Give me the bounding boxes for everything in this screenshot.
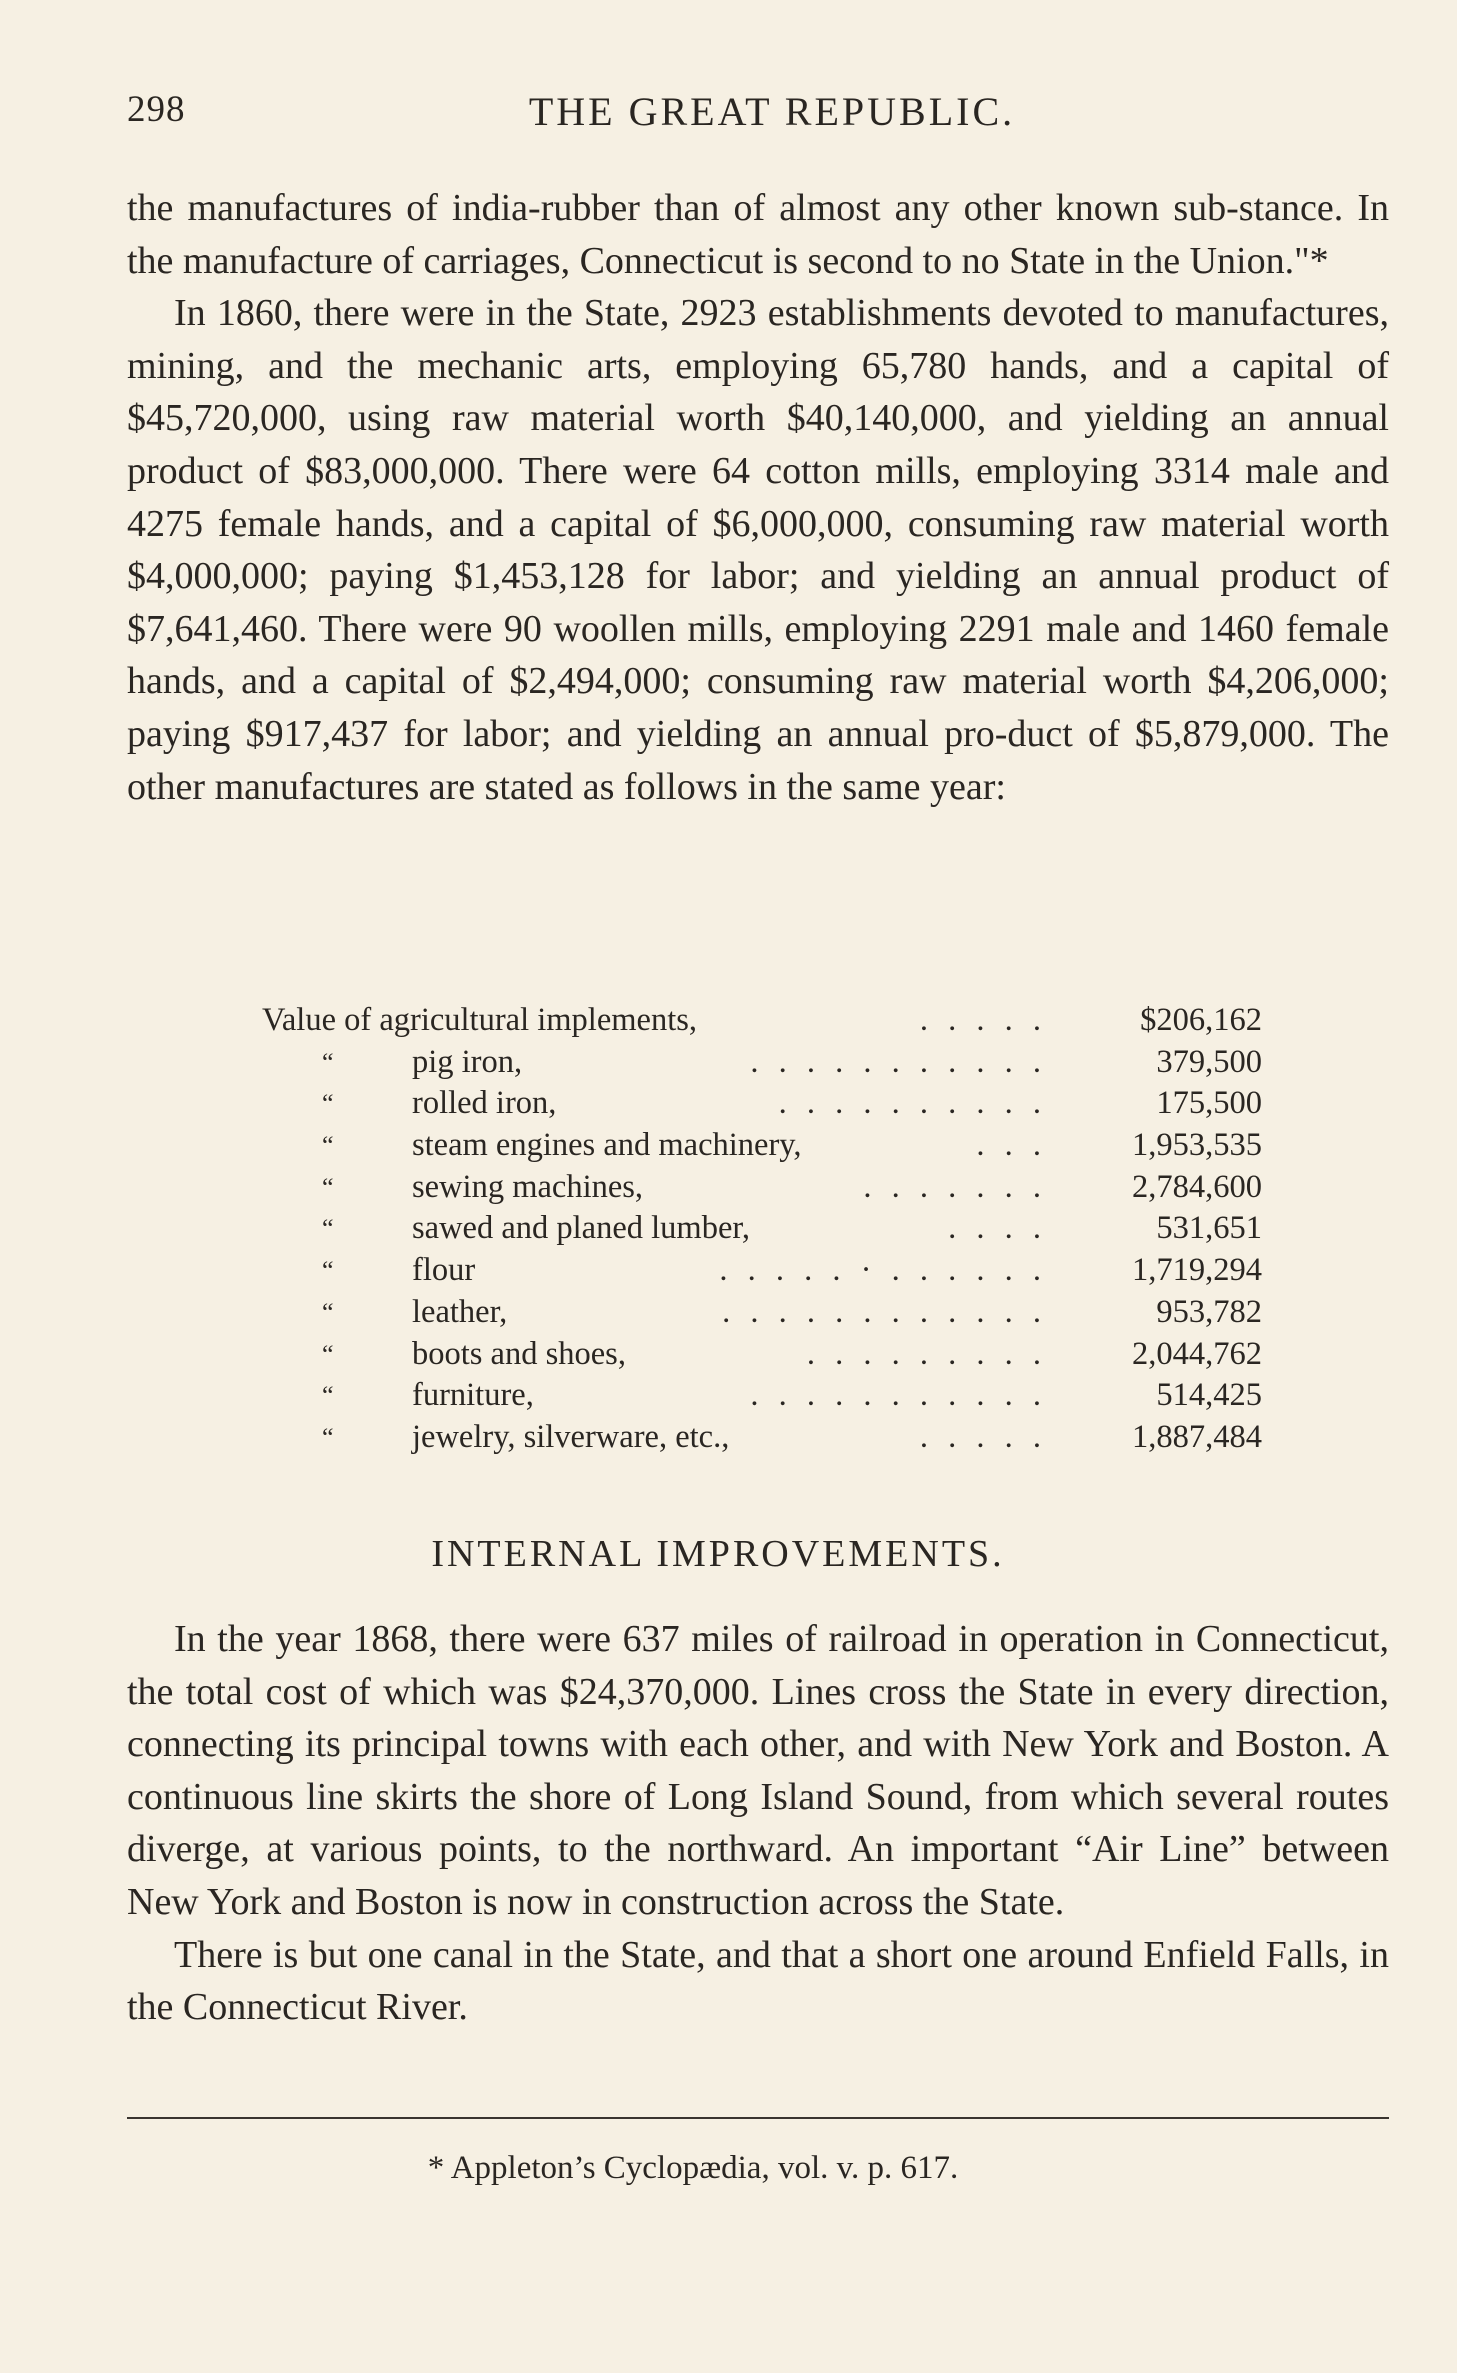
item-value: 379,500 — [1156, 1043, 1262, 1080]
leader-dots: . . . . — [948, 1210, 1047, 1247]
item-label: jewelry, silverware, etc., — [412, 1418, 730, 1455]
leader-dots: . . . . . . . — [863, 1168, 1047, 1205]
ditto-mark: “ — [322, 1297, 334, 1327]
item-value: 514,425 — [1156, 1377, 1262, 1414]
item-label: pig iron, — [412, 1043, 523, 1080]
page-number: 298 — [127, 89, 186, 130]
item-value: 531,651 — [1156, 1210, 1262, 1247]
section-heading: INTERNAL IMPROVEMENTS. — [431, 1533, 1005, 1575]
ditto-mark: “ — [322, 1422, 334, 1452]
item-value: 953,782 — [1156, 1293, 1262, 1330]
item-value: 1,953,535 — [1132, 1127, 1262, 1164]
leader-dots: . . . . . . . . . . . — [750, 1043, 1047, 1080]
item-value: 2,784,600 — [1132, 1168, 1262, 1205]
item-value: 1,719,294 — [1132, 1252, 1262, 1289]
leader-dots: . . . . . — [919, 1002, 1047, 1038]
ditto-mark: “ — [322, 1172, 334, 1202]
ditto-mark: “ — [322, 1256, 334, 1286]
ditto-mark: “ — [322, 1089, 334, 1119]
ditto-mark: “ — [322, 1131, 334, 1161]
body-text — [127, 182, 1389, 813]
running-title: THE GREAT REPUBLIC. — [528, 89, 1016, 134]
item-label: steam engines and machinery, — [412, 1127, 802, 1164]
table-row — [262, 1417, 1262, 1459]
item-value: $206,162 — [1140, 1002, 1262, 1038]
table-row — [262, 1292, 1262, 1334]
table-row — [262, 1334, 1262, 1376]
table-row — [262, 1250, 1262, 1292]
item-value: 175,500 — [1156, 1085, 1262, 1122]
table-row — [262, 1042, 1262, 1084]
table-row — [262, 1375, 1262, 1417]
item-value: 2,044,762 — [1132, 1335, 1262, 1372]
leader-dots: . . . . . . . . . . — [778, 1085, 1047, 1122]
item-label: sewing machines, — [412, 1168, 644, 1205]
table-row — [262, 1125, 1262, 1167]
leader-dots: . . . — [976, 1127, 1047, 1164]
ditto-mark: “ — [322, 1047, 334, 1077]
leader-dots: . . . . . . . . . . . . — [722, 1293, 1047, 1330]
ditto-mark: “ — [322, 1339, 334, 1369]
leader-dots: . . . . . · . . . . . . — [719, 1252, 1047, 1289]
table-row — [262, 1083, 1262, 1125]
item-label: rolled iron, — [412, 1085, 557, 1122]
section-text — [127, 1613, 1389, 2034]
item-label: sawed and planed lumber, — [412, 1210, 751, 1247]
paragraph-canal: There is but one canal in the State, and that a short one around Enfield Falls, in the Connecticut River. — [127, 1933, 1389, 2029]
item-label: flour — [412, 1252, 476, 1289]
paragraph-continuation: the manufactures of india-rubber than of almost any other known sub-stance. In the manufacture of carriages, Connecticut is second to no State in the Union."* — [127, 187, 1389, 282]
paragraph-railroads: In the year 1868, there were 637 miles of railroad in operation in Connecticut, the total cost of which was $24,370,000. Lines cross the State in every direction, connecting its principal towns with each other, and with New York and Boston. A continuous line skirts the shore of Long Island Sound, from which several routes diverge, at various points, to the northward. An important “Air Line” between New York and Boston is now in construction across the State. — [127, 1618, 1389, 1923]
table-row — [262, 1000, 1262, 1042]
item-label: leather, — [412, 1293, 508, 1330]
item-value: 1,887,484 — [1132, 1418, 1262, 1455]
item-label: boots and shoes, — [412, 1335, 626, 1372]
page-header — [127, 88, 1387, 144]
item-label: Value of agricultural implements, — [262, 1002, 698, 1038]
table-row — [262, 1167, 1262, 1209]
footnote: * Appleton’s Cyclopædia, vol. v. p. 617. — [427, 2150, 959, 2186]
leader-dots: . . . . . — [919, 1418, 1047, 1455]
table-row — [262, 1208, 1262, 1250]
paragraph-statistics-1860: In 1860, there were in the State, 2923 establishments devoted to manufactures, mining, and the mechanic arts, employing 65,780 hands, and a capital of $45,720,000, using raw material worth $40,140,000, and yielding an annual product of $83,000,000. There were 64 cotton mills, employing 3314 male and 4275 female hands, and a capital of $6,000,000, consuming raw material worth $4,000,000; paying $1,453,128 for labor; and yielding an annual product of $7,641,460. There were 90 woollen mills, employing 2291 male and 1460 female hands, and a capital of $2,494,000; consuming raw material worth $4,206,000; paying $917,437 for labor; and yielding an annual pro-duct of $5,879,000. The other manufactures are stated as follows in the same year: — [127, 292, 1389, 808]
item-label: furniture, — [412, 1377, 534, 1414]
manufactures-table — [262, 1000, 1262, 1459]
leader-dots: . . . . . . . . . — [806, 1335, 1047, 1372]
footnote-rule — [127, 2117, 1389, 2119]
ditto-mark: “ — [322, 1381, 334, 1411]
leader-dots: . . . . . . . . . . . — [750, 1377, 1047, 1414]
ditto-mark: “ — [322, 1214, 334, 1244]
